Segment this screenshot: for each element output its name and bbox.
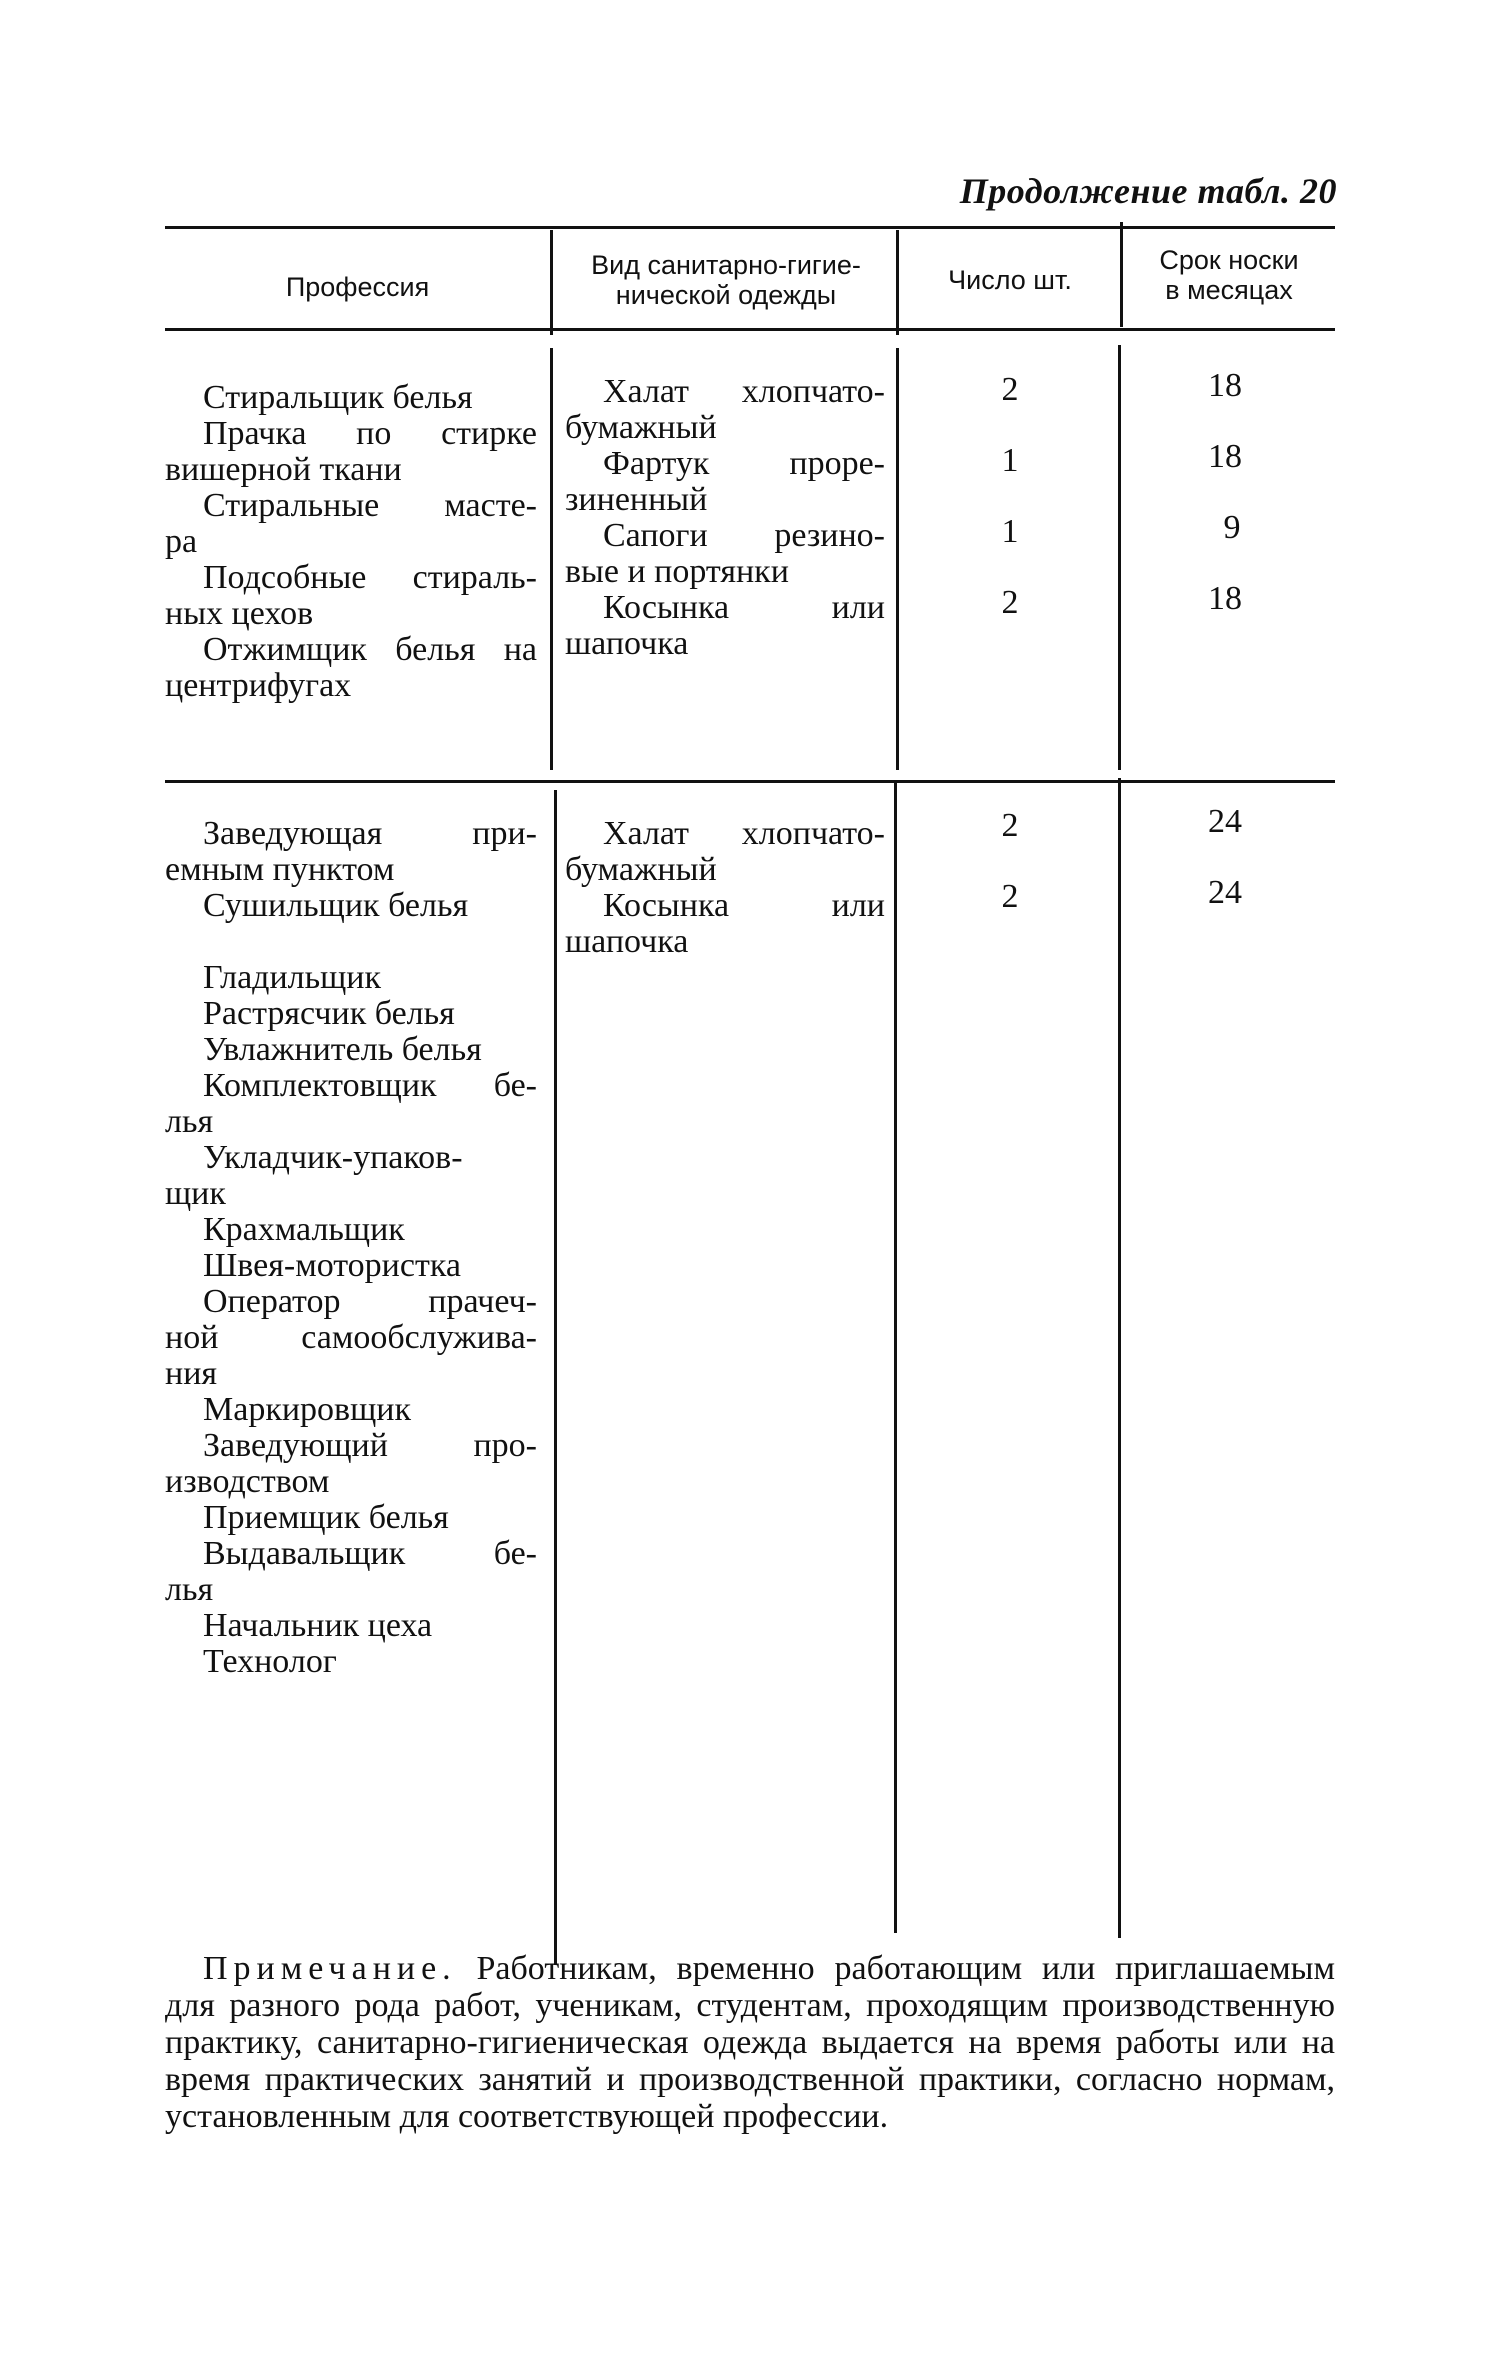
column-divider [1118,778,1121,1938]
column-divider [554,790,557,1965]
header-term-line-1: Срок носки [1159,245,1299,275]
count-cell: 2 [1001,878,1019,915]
header-clothing-line-2: нической одежды [615,280,837,310]
profession-line: Увлажнитель белья [203,1031,482,1068]
term-cell: 18 [1208,580,1242,617]
header-profession-label: Профессия [285,272,430,302]
profession-line: ра [165,523,198,560]
term-cell: 18 [1208,438,1242,475]
clothing-line: бумажный [565,409,717,446]
profession-line: ных цехов [165,595,314,632]
clothing-line: Халат хлопчато- [603,373,885,410]
clothing-line: вые и портянки [565,553,789,590]
header-profession [165,272,550,302]
table-note [165,1950,1335,2135]
profession-line: лья [165,1103,214,1140]
group-divider-rule [165,780,1335,783]
profession-line: Стиральные масте- [203,487,537,524]
column-divider [1118,345,1121,770]
profession-line: Приемщик белья [203,1499,449,1536]
header-term [1124,245,1334,305]
column-divider [896,348,899,770]
profession-line: Подсобные стираль- [203,559,537,596]
group2-clothing [565,816,885,960]
profession-line: Сушильщик белья [203,887,469,924]
profession-line: Комплектовщик бе- [203,1067,537,1104]
group1-professions [165,380,537,704]
header-bottom-rule [165,328,1335,331]
count-cell: 2 [1001,371,1019,408]
profession-line: ния [165,1355,218,1392]
clothing-line: Сапоги резино- [603,517,885,554]
clothing-line: зиненный [565,481,708,518]
term-cell: 18 [1208,367,1242,404]
column-divider [550,348,553,770]
clothing-line: шапочка [565,625,689,662]
count-cell: 1 [1001,442,1019,479]
profession-line: Прачка по стирке [203,415,537,452]
term-cell: 24 [1208,874,1242,911]
clothing-line: Косынка или [603,589,885,626]
profession-line: изводством [165,1463,330,1500]
profession-line: Начальник цеха [203,1607,433,1644]
note-text: Работникам, временно работающим или приглашаемым для разного рода работ, ученикам, студентам, проходящим производственную практику, санитарно-гигиеническая одежда выдается на время работы или на время практических занятий и производственной практики, согласно нормам, установленным для соответствующей профессии. [165,1950,1335,2135]
profession-line: Гладильщик [203,959,382,996]
clothing-line: Косынка или [603,887,885,924]
clothing-line: шапочка [565,923,689,960]
group1-clothing [565,374,885,662]
header-term-line-2: в месяцах [1165,275,1293,305]
count-cell: 2 [1001,584,1019,621]
term-cell: 24 [1208,803,1242,840]
profession-line: Крахмальщик [203,1211,405,1248]
table-caption: Продолжение табл. 20 [959,171,1337,211]
profession-line: Отжимщик белья на [203,631,537,668]
profession-line: емным пунктом [165,851,395,888]
header-count-label: Число шт. [948,265,1072,295]
profession-line: Стиральщик белья [203,379,473,416]
header-clothing [556,250,896,310]
header-count [900,265,1120,295]
profession-line: щик [165,1175,226,1212]
note-label: Примечание. [203,1950,457,1987]
profession-line: Оператор прачеч- [203,1283,537,1320]
count-cell: 2 [1001,807,1019,844]
clothing-line: бумажный [565,851,717,888]
clothing-line: Фартук проре- [603,445,885,482]
profession-line: Заведующий про- [203,1427,537,1464]
term-cell: 9 [1223,509,1241,546]
profession-line: Выдавальщик бе- [203,1535,537,1572]
column-divider [1120,222,1123,327]
profession-line [165,924,537,960]
column-divider [550,230,553,335]
profession-line: вишерной ткани [165,451,402,488]
profession-line: лья [165,1571,214,1608]
profession-line: Заведующая при- [203,815,537,852]
profession-line: Укладчик-упаков- [203,1139,463,1176]
count-cell: 1 [1001,513,1019,550]
profession-line: Швея-мотористка [203,1247,461,1284]
group2-professions [165,816,537,1680]
column-divider [896,230,899,335]
profession-line: Технолог [203,1643,337,1680]
header-clothing-line-1: Вид санитарно-гигие- [591,250,861,280]
table-top-rule [165,226,1335,229]
profession-line: центрифугах [165,667,352,704]
clothing-line: Халат хлопчато- [603,815,885,852]
profession-line: Маркировщик [203,1391,411,1428]
profession-line: Растрясчик белья [203,995,455,1032]
column-divider [894,783,897,1933]
profession-line: ной самообслужива- [165,1319,537,1356]
